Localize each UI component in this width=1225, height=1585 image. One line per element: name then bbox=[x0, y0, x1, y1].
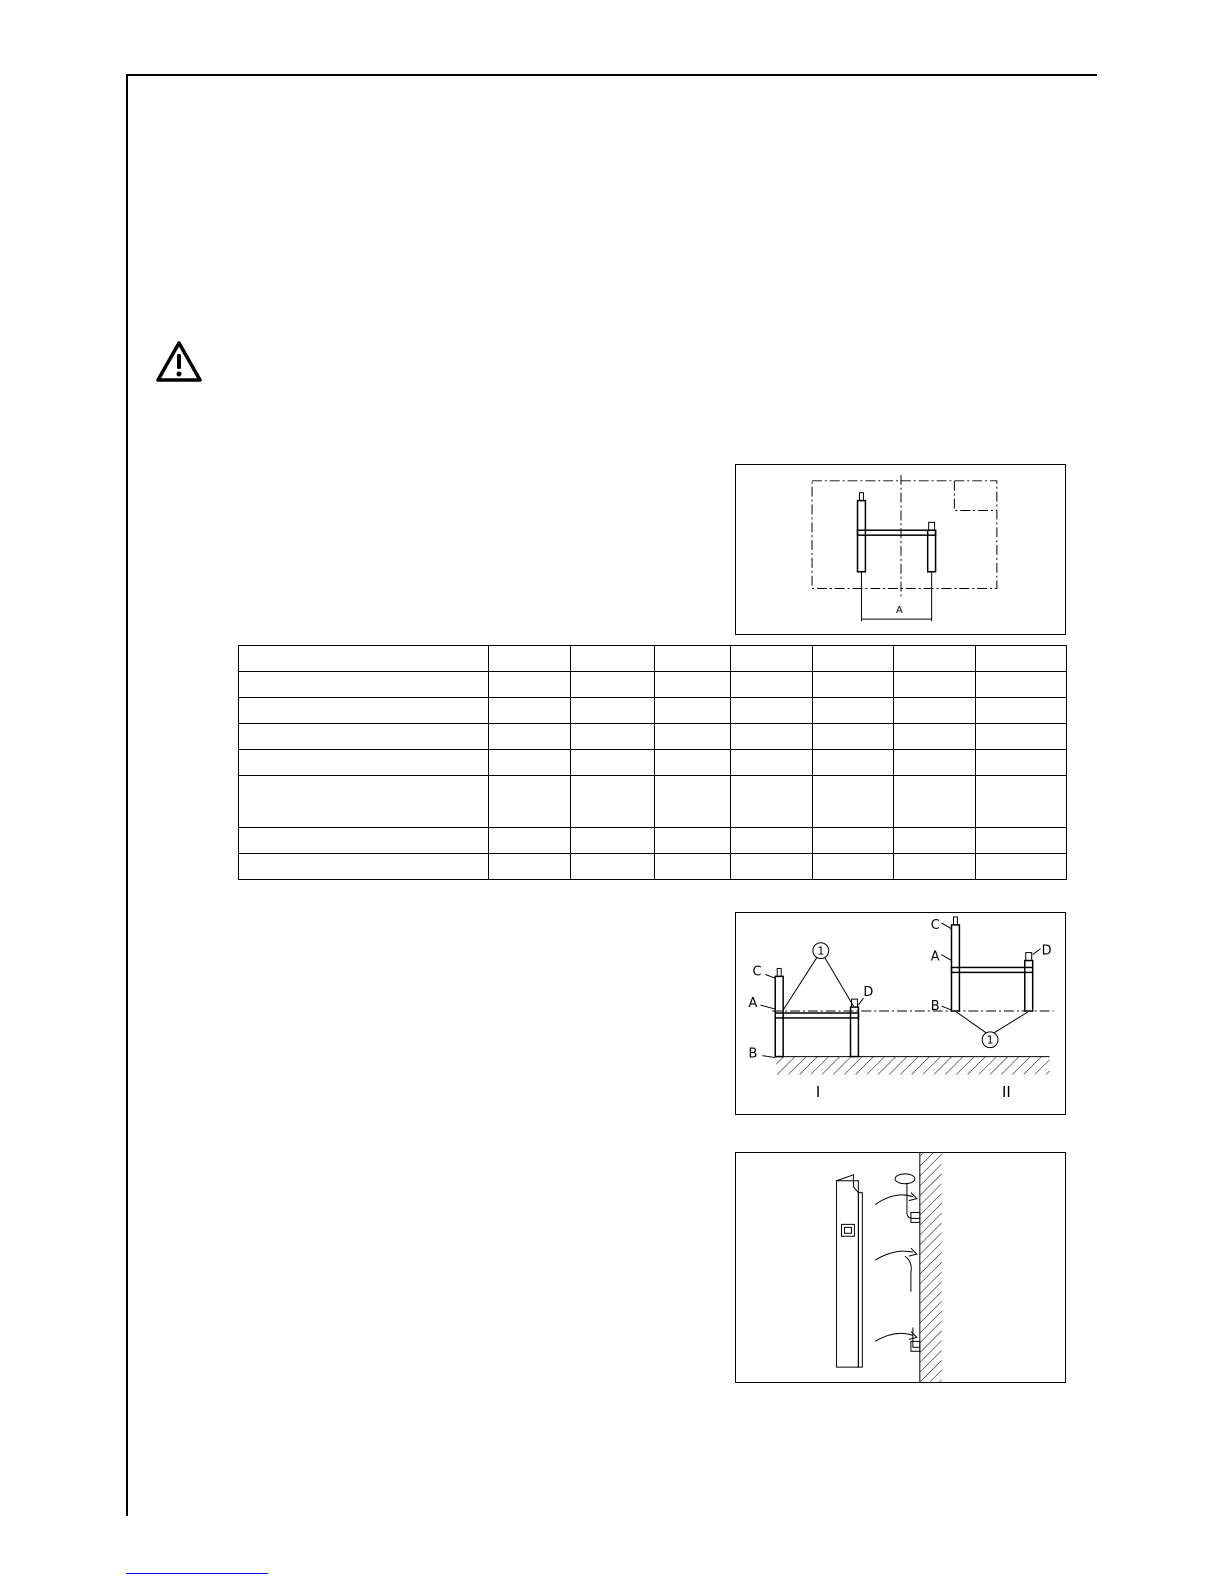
leg-label-d-raised: D bbox=[1041, 943, 1052, 959]
table-row bbox=[239, 698, 1067, 724]
table-row bbox=[239, 724, 1067, 750]
figure-frame-height-adjustment bbox=[735, 912, 1066, 1115]
page-left-rule bbox=[126, 74, 128, 1516]
figure-wall-mounting bbox=[735, 1152, 1066, 1383]
leg-label-b-raised: B bbox=[930, 999, 940, 1015]
table-row bbox=[239, 828, 1067, 854]
leg-label-b: B bbox=[748, 1046, 758, 1062]
table-row bbox=[239, 672, 1067, 698]
table-row bbox=[239, 646, 1067, 672]
callout-1-top: 1 bbox=[817, 944, 825, 958]
table-row bbox=[239, 776, 1067, 828]
figure-frame-top-view bbox=[735, 464, 1066, 635]
leg-label-a-raised: A bbox=[930, 949, 940, 965]
table-row bbox=[239, 854, 1067, 880]
table-row bbox=[239, 750, 1067, 776]
leg-label-a: A bbox=[748, 996, 758, 1012]
dimension-a-label: A bbox=[896, 605, 903, 617]
callout-1-bottom: 1 bbox=[986, 1033, 994, 1047]
dimension-table bbox=[238, 645, 1067, 880]
case-label-ii: II bbox=[1001, 1083, 1011, 1102]
page-top-rule bbox=[127, 74, 1097, 76]
leg-label-c-raised: C bbox=[930, 917, 940, 933]
warning-triangle-icon bbox=[155, 340, 203, 384]
leg-label-c: C bbox=[752, 964, 762, 980]
leg-label-d: D bbox=[863, 985, 874, 1001]
case-label-i: I bbox=[815, 1083, 821, 1102]
footer-link-underline[interactable] bbox=[126, 1573, 268, 1574]
